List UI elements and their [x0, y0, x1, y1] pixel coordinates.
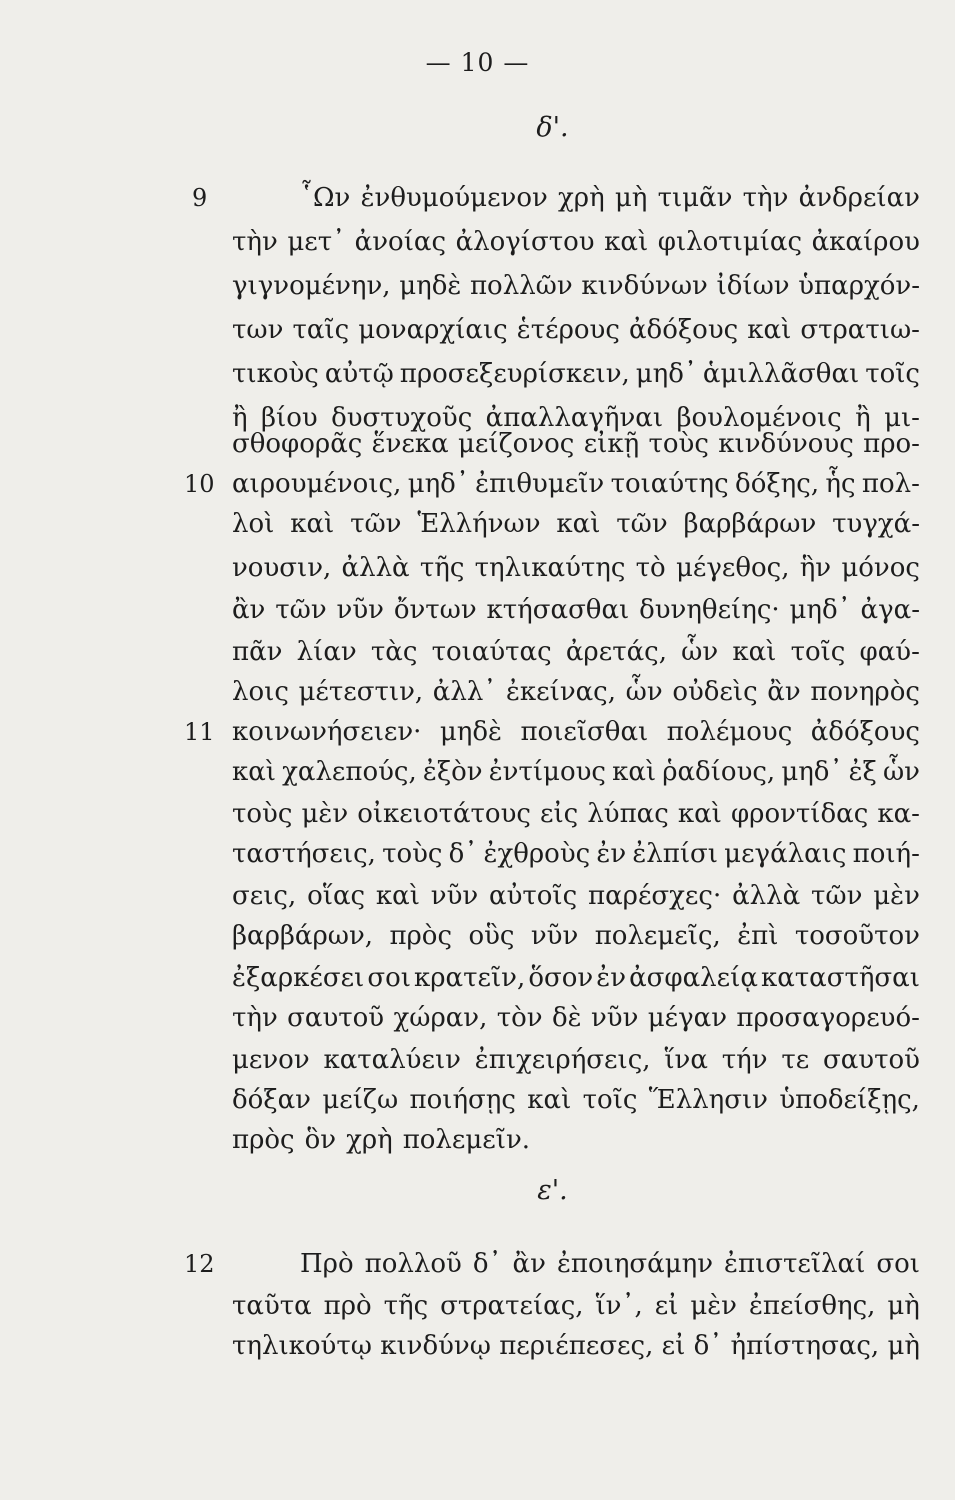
text-line: νουσιν, ἀλλὰ τῆς τηλικαύτης τὸ μέγεθος, ἣν μόνος	[232, 553, 920, 583]
text-line: λοὶ καὶ τῶν Ἑλλήνων καὶ τῶν βαρβάρων τυγχά-	[232, 509, 920, 539]
text-line: ῟Ων ἐνθυμούμενον χρὴ μὴ τιμᾶν τὴν ἀνδρείαν	[300, 183, 920, 213]
text-line: αιρουμένοις, μηδ᾽ ἐπιθυμεῖν τοιαύτης δόξης, ἧς πολ-	[232, 469, 920, 499]
text-line: ἢ βίου δυστυχοῦς ἀπαλλαγῆναι βουλομένοις ἢ μι-	[232, 403, 920, 433]
text-line: σεις, οἵας καὶ νῦν αὐτοῖς παρέσχες· ἀλλὰ τῶν μὲν	[232, 881, 920, 911]
text-line: τοὺς μὲν οἰκειοτάτους εἰς λύπας καὶ φροντίδας κα-	[232, 799, 920, 829]
text-line: κοινωνήσειεν· μηδὲ ποιεῖσθαι πολέμους ἀδόξους	[232, 717, 920, 747]
paragraph-number: 10	[184, 470, 215, 498]
text-line: δόξαν μείζω ποιήσῃς καὶ τοῖς Ἕλλησιν ὑποδείξῃς,	[232, 1085, 920, 1115]
text-line: σθοφορᾶς ἕνεκα μείζονος εἰκῇ τοὺς κινδύνους προ-	[232, 429, 920, 459]
text-line: καὶ χαλεπούς, ἐξὸν ἐντίμους καὶ ῥαδίους, μηδ᾽ ἐξ ὧν	[232, 757, 920, 787]
text-line: ταστήσεις, τοὺς δ᾽ ἐχθροὺς ἐν ἐλπίσι μεγάλαις ποιή-	[232, 839, 920, 869]
text-line: βαρβάρων, πρὸς οὓς νῦν πολεμεῖς, ἐπὶ τοσοῦτον	[232, 921, 920, 951]
paragraph-number: 11	[184, 718, 215, 746]
text-line: λοις μέτεστιν, ἀλλ᾽ ἐκείνας, ὧν οὐδεὶς ἂν πονηρὸς	[232, 677, 920, 707]
text-line: Πρὸ πολλοῦ δ᾽ ἂν ἐποιησάμην ἐπιστεῖλαί σοι	[300, 1249, 920, 1279]
text-line: ἂν τῶν νῦν ὄντων κτήσασθαι δυνηθείης· μηδ᾽ ἀγα-	[232, 595, 920, 625]
section-marker-epsilon: ε'.	[537, 1175, 568, 1206]
text-line: πᾶν λίαν τὰς τοιαύτας ἀρετάς, ὧν καὶ τοῖς φαύ-	[232, 637, 920, 667]
text-line: γιγνομένην, μηδὲ πολλῶν κινδύνων ἰδίων ὑπαρχόν-	[232, 271, 920, 301]
text-line: των ταῖς μοναρχίαις ἑτέρους ἀδόξους καὶ στρατιω-	[232, 315, 920, 345]
text-line: τὴν μετ᾽ ἀνοίας ἀλογίστου καὶ φιλοτιμίας ἀκαίρου	[232, 227, 920, 257]
text-line: πρὸς ὃν χρὴ πολεμεῖν.	[232, 1125, 531, 1155]
text-line: μενον καταλύειν ἐπιχειρήσεις, ἵνα τήν τε σαυτοῦ	[232, 1045, 920, 1075]
paragraph-number: 12	[184, 1250, 215, 1278]
text-line: τὴν σαυτοῦ χώραν, τὸν δὲ νῦν μέγαν προσαγορευό-	[232, 1003, 920, 1033]
text-line: ἐξαρκέσει σοι κρατεῖν, ὅσον ἐν ἀσφαλείᾳ καταστῆσαι	[232, 963, 920, 993]
page-number: — 10 —	[425, 48, 530, 77]
text-line: τικοὺς αὐτῷ προσεξευρίσκειν, μηδ᾽ ἁμιλλᾶσθαι τοῖς	[232, 359, 920, 389]
section-marker-delta: δ'.	[536, 112, 569, 143]
text-line: ταῦτα πρὸ τῆς στρατείας, ἵν᾽, εἰ μὲν ἐπείσθης, μὴ	[232, 1291, 920, 1321]
paragraph-number: 9	[192, 184, 208, 212]
text-line: τηλικούτῳ κινδύνῳ περιέπεσες, εἰ δ᾽ ἠπίστησας, μὴ	[232, 1331, 920, 1361]
